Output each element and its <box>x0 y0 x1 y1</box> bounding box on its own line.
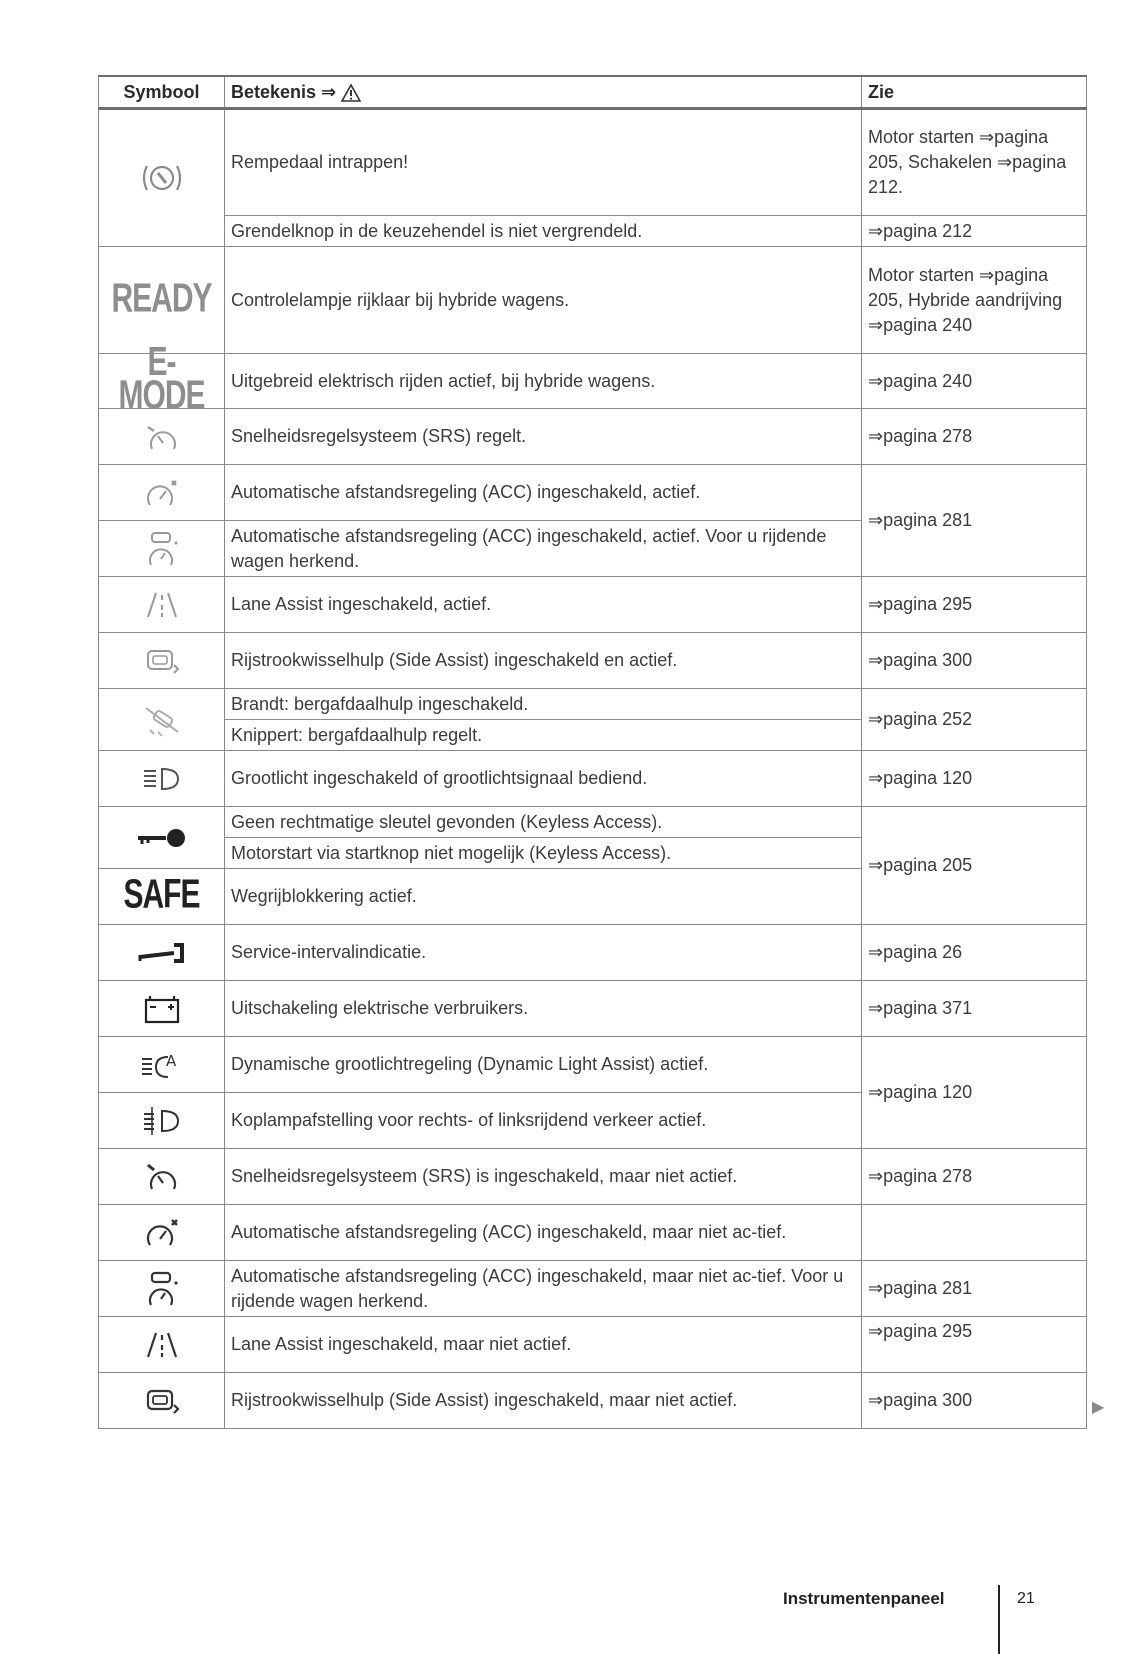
table-row <box>99 1205 1087 1261</box>
symbol-cell <box>99 1149 225 1205</box>
symbol-cell <box>99 247 225 354</box>
column-header-meaning <box>225 76 862 109</box>
symbol-cell <box>99 1037 225 1093</box>
table-row <box>99 354 1087 409</box>
high-beam-icon <box>140 763 184 795</box>
brake-pedal-icon <box>138 158 186 198</box>
headlight-adjust-icon <box>140 1103 184 1139</box>
symbol-cell <box>99 577 225 633</box>
hill-descent-icon <box>140 700 184 740</box>
reference-cell: ⇒pagina 278 <box>862 409 1087 465</box>
continue-arrow-icon: ▶ <box>1092 1399 1105 1416</box>
meaning-cell: Snelheidsregelsysteem (SRS) is ingeschakeld, maar niet actief. <box>225 1149 862 1205</box>
symbol-cell <box>99 925 225 981</box>
ready-indicator-icon: READY <box>111 275 212 321</box>
meaning-cell: Service-intervalindicatie. <box>225 925 862 981</box>
indicator-table <box>98 75 1087 1429</box>
table-row <box>99 1317 1087 1373</box>
footer-divider <box>998 1585 1000 1654</box>
table-row <box>99 925 1087 981</box>
symbol-cell <box>99 1373 225 1429</box>
meaning-cell: Wegrijblokkering actief. <box>225 869 862 925</box>
reference-cell: ⇒pagina 295 <box>862 577 1087 633</box>
reference-cell: ⇒pagina 120 <box>862 1037 1087 1149</box>
wrench-icon <box>134 939 190 967</box>
table-row <box>99 1373 1087 1429</box>
symbol-cell <box>99 1261 225 1317</box>
table-row <box>99 216 1087 247</box>
symbol-cell <box>99 339 225 419</box>
reference-cell: ⇒pagina 295 <box>862 1317 1087 1373</box>
symbol-cell <box>99 521 225 577</box>
symbol-cell <box>99 633 225 689</box>
reference-cell <box>862 1205 1087 1261</box>
table-row <box>99 981 1087 1037</box>
table-header-row <box>99 76 1087 109</box>
table-row <box>99 109 1087 216</box>
meaning-cell: Brandt: bergafdaalhulp ingeschakeld. <box>225 689 862 720</box>
page-number: 21 <box>1017 1590 1035 1607</box>
reference-cell: ⇒pagina 212 <box>862 216 1087 247</box>
meaning-cell: Rijstrookwisselhulp (Side Assist) ingeschakeld, maar niet actief. <box>225 1373 862 1429</box>
meaning-cell: Grendelknop in de keuzehendel is niet vergrendeld. <box>225 216 862 247</box>
meaning-cell: Motorstart via startknop niet mogelijk (Keyless Access). <box>225 838 862 869</box>
table-row <box>99 247 1087 354</box>
side-assist-icon <box>140 645 184 677</box>
safe-indicator-icon: SAFE <box>123 872 200 917</box>
symbol-cell <box>99 109 225 247</box>
table-row <box>99 689 1087 720</box>
table-row <box>99 465 1087 521</box>
meaning-cell: Automatische afstandsregeling (ACC) ingeschakeld, maar niet ac-tief. Voor u rijdende wagen herkend. <box>225 1261 862 1317</box>
dynamic-light-assist-icon <box>138 1049 186 1081</box>
meaning-cell: Snelheidsregelsysteem (SRS) regelt. <box>225 409 862 465</box>
warning-triangle-icon <box>341 84 361 102</box>
symbol-cell <box>99 1093 225 1149</box>
acc-icon <box>140 475 184 511</box>
dynamic-light-assist-letter: A <box>165 1051 176 1070</box>
e-mode-indicator-icon: E-MODE <box>118 339 205 419</box>
reference-cell: ⇒pagina 120 <box>862 751 1087 807</box>
table-row <box>99 1149 1087 1205</box>
meaning-cell: Controlelampje rijklaar bij hybride wagens. <box>225 247 862 354</box>
reference-cell: ⇒pagina 300 <box>862 1373 1087 1429</box>
meaning-cell: Geen rechtmatige sleutel gevonden (Keyless Access). <box>225 807 862 838</box>
acc-icon <box>140 1215 184 1251</box>
reference-cell: Motor starten ⇒pagina 205, Schakelen ⇒pagina 212. <box>862 109 1087 216</box>
speed-control-icon <box>140 1159 184 1195</box>
meaning-cell: Lane Assist ingeschakeld, actief. <box>225 577 862 633</box>
reference-cell: ⇒pagina 371 <box>862 981 1087 1037</box>
table-row <box>99 1037 1087 1093</box>
reference-cell: Motor starten ⇒pagina 205, Hybride aandrijving ⇒pagina 240 <box>862 247 1087 354</box>
meaning-cell: Knippert: bergafdaalhulp regelt. <box>225 720 862 751</box>
symbol-cell <box>99 751 225 807</box>
acc-vehicle-icon <box>140 529 184 569</box>
key-icon <box>132 824 192 852</box>
symbol-cell <box>99 1205 225 1261</box>
symbol-cell <box>99 465 225 521</box>
meaning-cell: Automatische afstandsregeling (ACC) ingeschakeld, maar niet ac-tief. <box>225 1205 862 1261</box>
reference-cell: ⇒pagina 252 <box>862 689 1087 751</box>
footer-section-title: Instrumentenpaneel <box>783 1589 945 1608</box>
table-row <box>99 633 1087 689</box>
meaning-cell: Koplampafstelling voor rechts- of linksrijdend verkeer actief. <box>225 1093 862 1149</box>
meaning-cell: Automatische afstandsregeling (ACC) ingeschakeld, actief. <box>225 465 862 521</box>
meaning-cell: Dynamische grootlichtregeling (Dynamic Light Assist) actief. <box>225 1037 862 1093</box>
meaning-cell: Rijstrookwisselhulp (Side Assist) ingeschakeld en actief. <box>225 633 862 689</box>
speed-control-icon <box>140 419 184 455</box>
meaning-cell: Uitschakeling elektrische verbruikers. <box>225 981 862 1037</box>
meaning-cell: Lane Assist ingeschakeld, maar niet actief. <box>225 1317 862 1373</box>
lane-assist-icon <box>142 589 182 621</box>
column-header-see: Zie <box>862 76 1087 109</box>
meaning-cell: Uitgebreid elektrisch rijden actief, bij hybride wagens. <box>225 354 862 409</box>
reference-cell: ⇒pagina 26 <box>862 925 1087 981</box>
symbol-cell <box>99 689 225 751</box>
table-row <box>99 751 1087 807</box>
lane-assist-icon <box>142 1329 182 1361</box>
reference-cell: ⇒pagina 278 <box>862 1149 1087 1205</box>
table-row <box>99 1261 1087 1317</box>
reference-cell: ⇒pagina 281 <box>862 465 1087 577</box>
table-row <box>99 409 1087 465</box>
symbol-cell <box>99 981 225 1037</box>
table-row <box>99 807 1087 838</box>
symbol-cell <box>99 807 225 869</box>
reference-cell: ⇒pagina 300 <box>862 633 1087 689</box>
symbol-cell <box>99 1317 225 1373</box>
side-assist-icon <box>140 1385 184 1417</box>
column-header-symbol: Symbool <box>99 76 225 109</box>
table-row <box>99 577 1087 633</box>
meaning-cell: Rempedaal intrappen! <box>225 109 862 216</box>
reference-cell: ⇒pagina 240 <box>862 354 1087 409</box>
reference-cell: ⇒pagina 205 <box>862 807 1087 925</box>
column-header-meaning-label: Betekenis ⇒ <box>231 81 337 102</box>
reference-cell: ⇒pagina 281 <box>862 1261 1087 1317</box>
meaning-cell: Grootlicht ingeschakeld of grootlichtsignaal bediend. <box>225 751 862 807</box>
symbol-cell <box>99 869 225 925</box>
meaning-cell: Automatische afstandsregeling (ACC) ingeschakeld, actief. Voor u rijdende wagen herkend. <box>225 521 862 577</box>
acc-vehicle-icon <box>140 1269 184 1309</box>
battery-icon <box>140 992 184 1026</box>
